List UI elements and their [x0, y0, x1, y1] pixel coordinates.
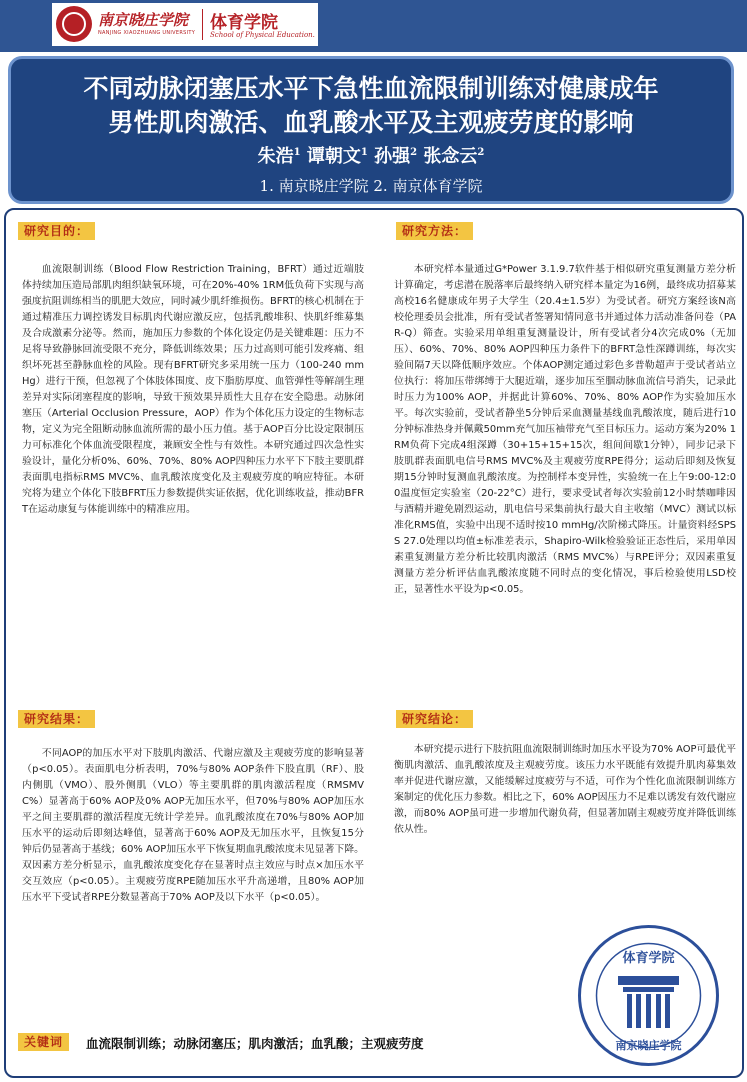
author-affiliation-mark: 2 [410, 147, 418, 158]
university-name: 南京晓庄学院 [98, 11, 189, 29]
section-text-methods: 本研究样本量通过G*Power 3.1.9.7软件基于相似研究重复测量方差分析计算确定，考虑潜在脱落率后最终纳入研究样本量定为16例，最终成功招募某高校16名健康成年男子大学生（20.4±1.5岁）为受试者。研究方案经该N高校伦理委员会批准，所有受试者签署知情同意书并通过体力活动准备问卷（PAR-Q）筛查。实验采用单组重复测量设计，所有受试者分4次完成0%（无加压）、60%、70%、80% AOP四种压力条件下的BFRT急性深蹲训练，每次实验间隔7天以降低顺序效应。个体AOP测定通过彩色多普勒超声于受试者站立位执行：将加压带绑缚于大腿近端，逐步加压至腘动脉血流信号消失，记录此时压力为100% AOP，并据此计算60%、70%、80% AOP作为实验加压水平。每次实验前，受试者静坐5分钟后采血测量基线血乳酸浓度，随后进行10分钟标准热身并佩戴50mm充气加压袖带充气至目标压力。运动方案为20% 1RM负荷下完成4组深蹲（30+15+15+15次，组间间歇1分钟），同步记录下肢肌群表面肌电信号RMS MVC%及主观疲劳度RPE得分；运动后即刻及恢复期15分钟时复测血乳酸浓度。为控制样本变异性，实验统一在上午9:00-12:00温度恒定实验室（20-22°C）进行，要求受试者每次实验前12小时禁咖啡因与酒精并避免剧烈运动，肌电信号采集前执行最大自主收缩（MVC）测试以标准化RMS值，实验中出现不适时按10 mmHg/次阶梯式降压。计量资料经SPSS 27.0处理以均值±标准差表示，Shapiro-Wilk检验验证正态性后，采用单因素重复测量方差分析比较肌肉激活（RMS MVC%）与RPE评分；双因素重复测量方差分析评估血乳酸浓度随不同时点的变化情况，事后检验使用LSD校正，显著性水平设为p<0.05。 [394, 264, 736, 595]
section-text-results: 不同AOP的加压水平对下肢肌肉激活、代谢应激及主观疲劳度的影响显著（p<0.05）。表面肌电分析表明，70%与80% AOP条件下股直肌（RF）、股内侧肌（VMO）、股外侧肌（VLO）等主要肌群的肌肉激活程度（RMSMVC%）显著高于60% AOP及0% AOP无加压水平，但70%与80% AOP加压水平之间主要肌群的激活程度无统计学差异。血乳酸浓度在70%与80% AOP加压水平的运动后即刻达峰值，显著高于60% AOP及无加压水平，且恢复15分钟后仍显著高于基线；60% AOP加压水平下恢复期血乳酸浓度未见显著下降。双因素方差分析显示，血乳酸浓度变化存在显著时点主效应与时点×加压水平交互效应（p<0.05）。主观疲劳度RPE随加压水平升高递增，且80% AOP加压水平下受试者RPE分数显著高于70% AOP及以下水平（p<0.05）。 [22, 748, 364, 903]
section-text-conclusion: 本研究提示进行下肢抗阻血流限制训练时加压水平设为70% AOP可最优平衡肌肉激活、血乳酸浓度及主观疲劳度。该压力水平既能有效提升肌肉募集效率并促进代谢应激，又能缓解过度疲劳与不适，可作为个性化血流限制训练方案制定的优化压力参数。相比之下，60% AOP因压力不足难以诱发有效代谢应激，而80% AOP虽可进一步增加代谢负荷，但显著加剧主观疲劳度并降低训练依从性。 [394, 744, 736, 835]
author-name: 孙强 [374, 146, 411, 167]
affiliation: 1. 南京晓庄学院 2. 南京体育学院 [259, 177, 483, 195]
university-name-en: NANJING XIAOZHUANG UNIVERSITY [98, 30, 196, 36]
university-seal-icon [56, 6, 92, 42]
emblem-text-bottom: 南京晓庄学院 [615, 1039, 682, 1052]
section-label-methods: 研究方法： [396, 222, 473, 240]
author-name: 张念云 [423, 146, 478, 167]
poster-title-line-2: 男性肌肉激活、血乳酸水平及主观疲劳度的影响 [108, 108, 634, 137]
author-name: 朱浩 [257, 146, 294, 167]
keywords-text: 血流限制训练；动脉闭塞压；肌肉激活；血乳酸；主观疲劳度 [86, 1036, 424, 1051]
poster-title-line-1: 不同动脉闭塞压水平下急性血流限制训练对健康成年 [83, 74, 659, 103]
emblem-text-top: 体育学院 [622, 951, 675, 966]
school-name: 体育学院 [210, 13, 278, 33]
section-label-results: 研究结果： [18, 710, 95, 728]
author-list [11, 142, 731, 168]
header-bar [0, 0, 747, 52]
section-text-purpose: 血流限制训练（Blood Flow Restriction Training，BFRT）通过近端肢体持续加压造局部肌肉组织缺氧环境，可在20%-40% 1RM低负荷下实现与高强度抗阻训练相当的肌肥大效应，同时减少肌纤维损伤。BFRT的核心机制在于通过精准压力调控诱发目标肌肉代谢应激反应，包括乳酸堆积、快肌纤维募集及合成激素分泌等。然而，施加压力参数的个体化设定仍是关键难题：压力不足将导致静脉回流受限不充分，降低训练效果；压力过高则可能引发疼痛、组织坏死甚至静脉血栓的风险。现有BFRT研究多采用统一压力（100-240 mmHg）进行干预，但忽视了个体肢体围度、皮下脂肪厚度、血管弹性等解剖生理差异对实际闭塞程度的影响，导致干预效果异质性大且存在安全隐患。动脉闭塞压（Arterial Occlusion Pressure，AOP）作为个体化压力设定的生物标志物，定义为完全阻断动脉血流所需的最小压力值。基于AOP百分比设定限制压力可标准化个体血流受限程度，兼顾安全性与有效性。本研究通过四次急性实验设计，量化分析0%、60%、70%、80% AOP四种压力水平下下肢主要肌群表面肌电指标RMS MVC%、血乳酸浓度变化及主观疲劳度的响应特征。本研究将为建立个体化下肢BFRT压力参数提供实证依据，优化训练收益，推动BFRT在运动康复与体能训练中的精准应用。 [22, 264, 364, 515]
author-affiliation-mark: 2 [477, 147, 485, 158]
section-label-purpose: 研究目的： [18, 222, 95, 240]
title-panel [8, 56, 734, 204]
author-affiliation-mark: 1 [293, 147, 301, 158]
author-affiliation-mark: 1 [360, 147, 368, 158]
logo-divider [202, 9, 203, 40]
school-name-en: School of Physical Education. [210, 31, 315, 39]
school-emblem-icon [577, 924, 720, 1067]
section-label-conclusion: 研究结论： [396, 710, 473, 728]
author-name: 谭朝文 [306, 146, 361, 167]
keywords-label: 关键词 [18, 1033, 69, 1051]
university-logo [52, 3, 318, 46]
